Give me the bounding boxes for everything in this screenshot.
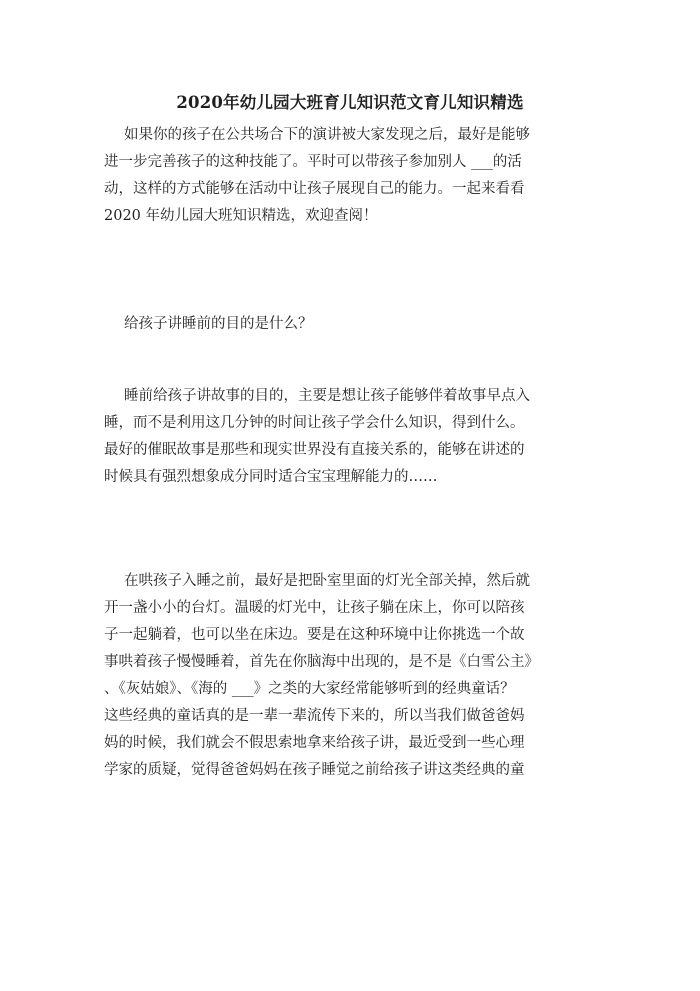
paragraph-line: 、《灰姑娘》、《海的 ___》之类的大家经常能够听到的经典童话？ xyxy=(104,681,515,697)
paragraph-purpose xyxy=(104,383,604,491)
paragraph-line: 睡前给孩子讲故事的目的，主要是想让孩子能够伴着故事早点入 xyxy=(124,388,530,404)
document-title: 2020年幼儿园大班育儿知识范文育儿知识精选 xyxy=(176,93,524,112)
paragraph-question xyxy=(104,311,604,338)
paragraph-line: 时候具有强烈想象成分同时适合宝宝理解能力的…… xyxy=(104,469,438,485)
paragraph-line: 子一起躺着，也可以坐在床边。要是在这种环境中让你挑选一个故 xyxy=(104,627,525,643)
paragraph-bedtime xyxy=(104,568,604,784)
paragraph-line: 睡，而不是利用这几分钟的时间让孩子学会什么知识，得到什么。 xyxy=(104,415,525,431)
paragraph-line: 给孩子讲睡前的目的是什么？ xyxy=(124,316,313,332)
paragraph-line: 这些经典的童话真的是一辈一辈流传下来的，所以当我们做爸爸妈 xyxy=(104,708,525,724)
paragraph-line: 事哄着孩子慢慢睡着，首先在你脑海中出现的，是不是《白雪公主》 xyxy=(104,654,539,670)
paragraph-line: 开一盏小小的台灯。温暖的灯光中，让孩子躺在床上，你可以陪孩 xyxy=(104,600,525,616)
paragraph-line: 动，这样的方式能够在活动中让孩子展现自己的能力。一起来看看 xyxy=(104,181,525,197)
paragraph-line: 学家的质疑，觉得爸爸妈妈在孩子睡觉之前给孩子讲这类经典的童 xyxy=(104,762,525,778)
paragraph-line: 最好的催眠故事是那些和现实世界没有直接关系的，能够在讲述的 xyxy=(104,442,525,458)
paragraph-line: 妈的时候，我们就会不假思索地拿来给孩子讲，最近受到一些心理 xyxy=(104,735,525,751)
paragraph-line: 在哄孩子入睡之前，最好是把卧室里面的灯光全部关掉，然后就 xyxy=(124,573,530,589)
paragraph-line: 如果你的孩子在公共场合下的演讲被大家发现之后，最好是能够 xyxy=(124,127,530,143)
paragraph-intro xyxy=(104,122,604,230)
paragraph-line: 进一步完善孩子的这种技能了。平时可以带孩子参加别人 ___的活 xyxy=(104,154,522,170)
paragraph-line: 2020 年幼儿园大班知识精选，欢迎查阅！ xyxy=(104,208,378,224)
